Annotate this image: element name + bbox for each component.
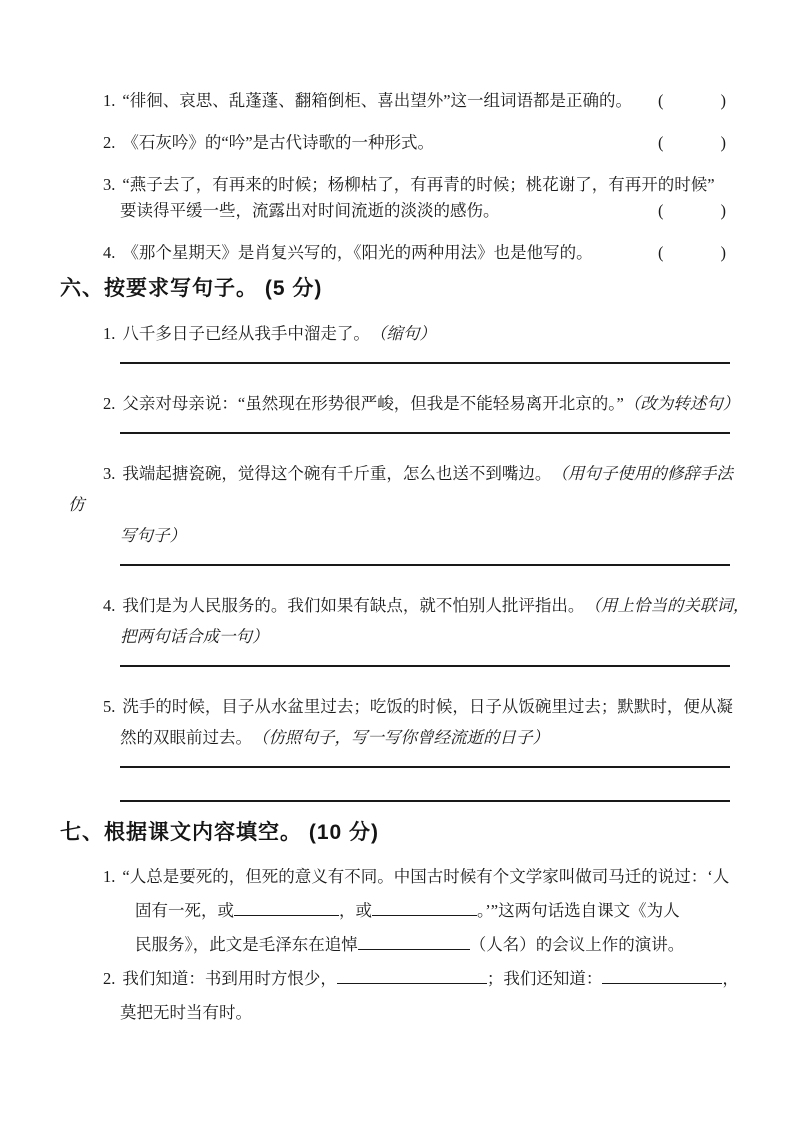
- answer-parentheses: [658, 88, 730, 114]
- item-number: 2.: [103, 133, 116, 152]
- question-text: 我们是为人民服务的。我们如果有缺点，就不怕别人批评指出。: [122, 596, 585, 615]
- question-line: [60, 172, 730, 198]
- true-false-item: [60, 240, 730, 266]
- item-number: 3.: [103, 175, 116, 194]
- question-line: [60, 722, 730, 753]
- question-line: [60, 88, 730, 114]
- question-text: 莫把无时当有时。: [120, 1003, 252, 1022]
- answer-parentheses: [658, 240, 730, 266]
- answer-parentheses: [658, 130, 730, 156]
- answer-line: [120, 766, 730, 768]
- question-text: ；我们还知道：: [486, 969, 603, 988]
- instruction-text: （改为转述句）: [623, 394, 740, 413]
- instruction-text: （仿照句子，写一写你曾经流逝的日子）: [252, 728, 549, 747]
- true-false-item: [60, 130, 730, 156]
- question-text: 要读得平缓一些，流露出对时间流逝的淡淡的感伤。: [120, 201, 500, 220]
- true-false-section: [60, 88, 730, 266]
- answer-blank: [602, 966, 722, 984]
- question-text: 民服务》，此文是毛泽东在追悼: [135, 935, 358, 954]
- instruction-text: （用句子使用的修辞手法: [551, 464, 733, 483]
- question-text: 八千多日子已经从我手中溜走了。: [122, 324, 370, 343]
- question-text: ，或: [339, 901, 372, 920]
- answer-line: [120, 432, 730, 434]
- question-line: [60, 590, 750, 621]
- answer-blank: [358, 932, 470, 950]
- answer-blank: [234, 898, 339, 916]
- instruction-text: 仿: [68, 495, 85, 514]
- question-line: [60, 489, 730, 520]
- question-line: [60, 894, 730, 928]
- item-number: 1.: [103, 91, 116, 110]
- true-false-item: [60, 88, 730, 114]
- question-text: “徘徊、哀思、乱蓬蓬、翻箱倒柜、喜出望外”这一组词语都是正确的。: [122, 91, 633, 110]
- true-false-item: [60, 172, 730, 224]
- paren-open: (: [658, 133, 664, 152]
- section-six-body: [60, 318, 750, 802]
- question-line: [60, 860, 730, 894]
- item-number: 4.: [103, 596, 116, 615]
- paren-close: ): [720, 243, 726, 262]
- question-text: 洗手的时候，目子从水盆里过去；吃饭的时候，日子从饭碗里过去；默默时，便从凝: [122, 697, 733, 716]
- question-line: [60, 621, 730, 652]
- instruction-text: （用上恰当的关联词，: [584, 596, 750, 615]
- paren-close: ): [720, 133, 726, 152]
- item-number: 2.: [103, 969, 116, 988]
- instruction-text: 写句子）: [120, 526, 186, 545]
- paren-close: ): [720, 201, 726, 220]
- paren-open: (: [658, 91, 664, 110]
- question-item: [60, 962, 739, 1030]
- question-text: （人名）的会议上作的演讲。: [469, 935, 685, 954]
- paren-close: ): [720, 91, 726, 110]
- question-line: [60, 130, 730, 156]
- question-text: ，: [722, 969, 739, 988]
- answer-line: [120, 800, 730, 802]
- answer-line: [120, 665, 730, 667]
- question-line: [60, 318, 730, 349]
- question-text: 父亲对母亲说：“虽然现在形势很严峻，但我是不能轻易离开北京的。”: [122, 394, 624, 413]
- question-text: 我们知道：书到用时方恨少，: [122, 969, 337, 988]
- question-text: 。’”这两句话选自课文《为人: [477, 901, 680, 920]
- answer-blank: [372, 898, 477, 916]
- question-text: 《那个星期天》是肖复兴写的，《阳光的两种用法》也是他写的。: [122, 243, 593, 262]
- question-text: “人总是要死的，但死的意义有不同。中国古时候有个文学家叫做司马迁的说过：‘人: [122, 867, 730, 886]
- item-number: 1.: [103, 324, 116, 343]
- question-item: [60, 388, 740, 434]
- question-text: 然的双眼前过去。: [120, 728, 252, 747]
- item-number: 4.: [103, 243, 116, 262]
- instruction-text: 把两句话合成一句）: [120, 627, 269, 646]
- question-line: [60, 928, 730, 962]
- question-line: [60, 388, 740, 419]
- question-line: [60, 520, 730, 551]
- question-item: [60, 691, 733, 802]
- question-item: [60, 458, 733, 566]
- question-item: [60, 590, 750, 667]
- section-seven-body: [60, 860, 739, 1030]
- paren-open: (: [658, 201, 664, 220]
- answer-blank: [337, 966, 487, 984]
- question-item: [60, 860, 730, 962]
- item-number: 1.: [103, 867, 116, 886]
- question-line: [60, 240, 730, 266]
- answer-parentheses: [658, 198, 730, 224]
- instruction-text: （缩句）: [369, 324, 436, 343]
- question-line: [60, 962, 739, 996]
- item-number: 3.: [103, 464, 116, 483]
- question-line: [60, 198, 730, 224]
- question-text: 我端起搪瓷碗，觉得这个碗有千斤重，怎么也送不到嘴边。: [122, 464, 552, 483]
- question-text: 固有一死，或: [135, 901, 234, 920]
- answer-line: [120, 564, 730, 566]
- paren-open: (: [658, 243, 664, 262]
- question-line: [60, 458, 733, 489]
- item-number: 5.: [103, 697, 116, 716]
- question-text: “燕子去了，有再来的时候；杨柳枯了，有再青的时候；桃花谢了，有再开的时候”: [122, 175, 715, 194]
- question-text: 《石灰吟》的“吟”是古代诗歌的一种形式。: [122, 133, 435, 152]
- item-number: 2.: [103, 394, 116, 413]
- section-six-heading: 六、按要求写句子。 (5 分): [60, 277, 323, 300]
- section-seven-heading: 七、根据课文内容填空。 (10 分): [60, 821, 380, 844]
- question-line: [60, 691, 733, 722]
- question-item: [60, 318, 730, 364]
- question-line: [60, 996, 730, 1030]
- answer-line: [120, 362, 730, 364]
